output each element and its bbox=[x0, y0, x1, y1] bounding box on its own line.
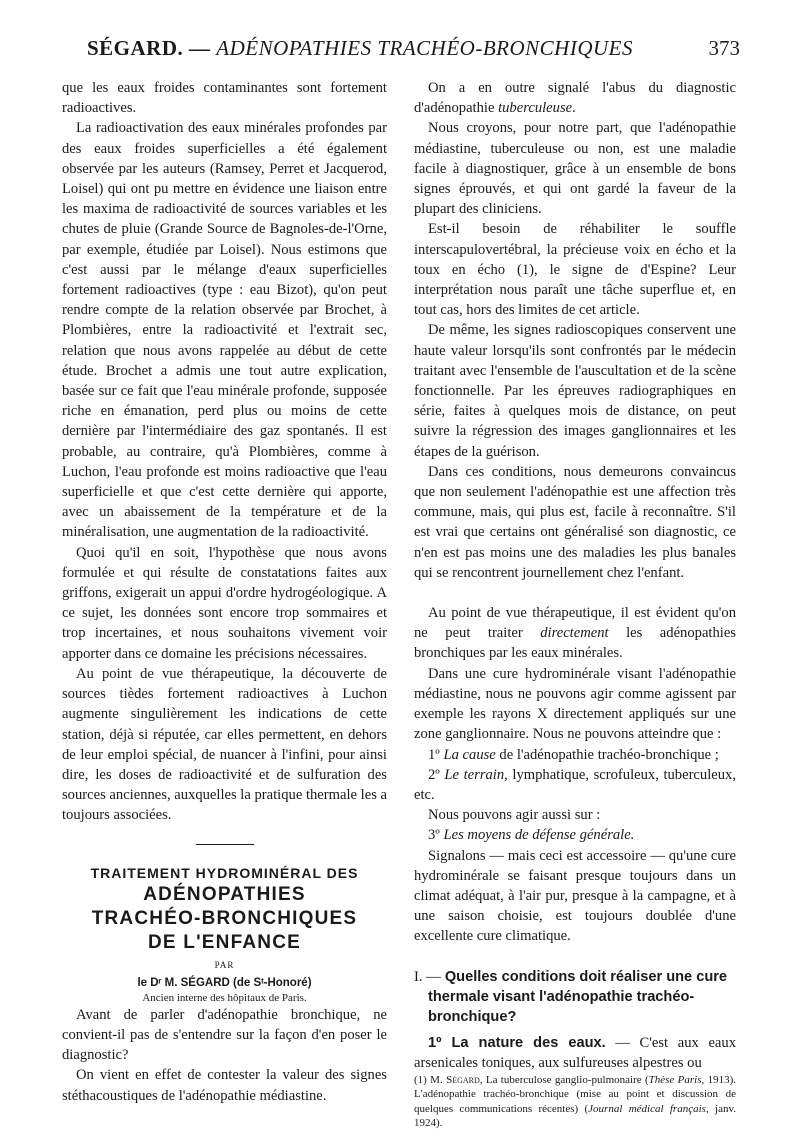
paragraph: La radioactivation des eaux minérales profondes par des eaux froides superficielles a été également observée par les auteurs (Ramsey, Perret et Jacquerod, Loisel) qui ont pu mettre en évidence une liaison entre les maxima de radioactivité de sources variables et les chutes de pluie (Grande Source de Bagnoles-de-l'Orne, par exemple, étudiée par Loisel). Nous estimons que c'est aussi par le mélange d'eaux superficielles fortement radioactives (type : eau Bizot), qu'on peut rendre compte de la relation observée par Brochet, à Plombières, entre la radioactivité et l'extrait sec, relation que nous avons rappelée au début de cette étude. Brochet a admis une tout autre explication, basée sur ce fait que l'eau minérale profonde, supposée riche en émanation, perd plus ou moins de cette dernière par l'intermédiaire des gaz spontanés. Il est probable, au contraire, qu'à Plombières, comme à Luchon, l'eau profonde est moins radioactive que l'eau superficielle et que c'est cette dernière qui apporte, avec un abaissement de la température et de la minéralisation, une augmentation de la radioactivité. bbox=[62, 120, 387, 541]
section-heading: I. — Quelles conditions doit réaliser une cure thermale visant l'adénopathie trachéo-bronchique? bbox=[414, 968, 728, 1025]
paragraph: que les eaux froides contaminantes sont fortement radioactives. bbox=[62, 80, 387, 117]
spacer bbox=[414, 583, 736, 603]
paragraph: On vient en effet de contester la valeur des signes stéthacoustiques de l'adénopathie médiastine. bbox=[62, 1067, 387, 1104]
paragraph: 1º La nature des eaux. — C'est aux eaux arsenicales toniques, aux sulfureuses alpestres ou bbox=[414, 1034, 736, 1071]
footnote: (1) M. Ségard, La tuberculose ganglio-pulmonaire (Thèse Paris, 1913). L'adénopathie trachéo-bronchique (mise au point et discussion de quelques communications récentes) (Journal médical français, janv. 1924). bbox=[414, 1073, 736, 1130]
article-title-line: TRACHÉO-BRONCHIQUES bbox=[91, 907, 358, 929]
paragraph: Nous pouvons agir aussi sur : bbox=[428, 807, 601, 824]
right-column bbox=[414, 78, 736, 1131]
paragraph: Quoi qu'il en soit, l'hypothèse que nous avons formulée et qui résulte de constatations faites aux griffons, exigerait un appui d'ordre hydrogéologique. A ce sujet, les données sont encore trop sommaires et trop incertaines, et nous souhaitons vivement voir apporter dans ce domaine les précisions nécessaires. bbox=[62, 544, 387, 662]
paragraph: On a en outre signalé l'abus du diagnostic d'adénopathie tuberculeuse. bbox=[414, 80, 736, 117]
paragraph: Signalons — mais ceci est accessoire — qu'une cure hydrominérale se faisant presque toujours dans un climat adéquat, à l'air pur, presque à la campagne, et à une saison choisie, est toujours doublée d'une excellente cure climatique. bbox=[414, 847, 736, 945]
paragraph: Dans ces conditions, nous demeurons convaincus que non seulement l'adénopathie est une affection très commune, mais, qui plus est, facile à reconnaître. S'il est vrai que certains ont généralisé son diagnostic, ce n'en est pas moins une des maladies les plus banales qui se rencontrent journellement chez l'enfant. bbox=[414, 463, 736, 581]
article-title-line: TRAITEMENT HYDROMINÉRAL DES bbox=[90, 864, 359, 881]
paragraph: Est-il besoin de réhabiliter le souffle interscapulovertébral, la précieuse voix en écho et la toux en écho (1), le signe de d'Espine? Leur interprétation nous paraît une tâche superflue et, en tout cas, hors des limites de cet article. bbox=[414, 221, 736, 319]
running-header bbox=[60, 36, 740, 70]
article-title-line: DE L'ENFANCE bbox=[148, 931, 301, 953]
section-divider bbox=[196, 844, 254, 845]
header-author: SÉGARD. — bbox=[86, 36, 211, 60]
list-item: 2º Le terrain, lymphatique, scrofuleux, tuberculeux, etc. bbox=[414, 766, 736, 803]
paragraph: Dans une cure hydrominérale visant l'adénopathie médiastine, nous ne pouvons agir comme agissent par exemple les rayons X directement appliqués sur une zone ganglionnaire. Nous ne pouvons atteindre que : bbox=[414, 665, 736, 743]
header-title: ADÉNOPATHIES TRACHÉO-BRONCHIQUES bbox=[216, 36, 633, 60]
par-label: PAR bbox=[214, 959, 235, 970]
paragraph: De même, les signes radioscopiques conservent une haute valeur lorsqu'ils sont confrontés par le médecin traitant avec l'ensemble de l'auscultation et de la scène fonctionnelle. Par les épreuves radiographiques en série, faites à quelques mois de distance, on peut suivre la régression des images ganglionnaires et les étapes de la guérison. bbox=[414, 322, 736, 460]
list-item: 1º La cause de l'adénopathie trachéo-bronchique ; bbox=[428, 746, 719, 763]
author-byline: le Dʳ M. SÉGARD (de Sᵗ-Honoré) bbox=[137, 976, 312, 989]
left-column bbox=[62, 78, 387, 1106]
paragraph: Au point de vue thérapeutique, la découverte de sources tièdes fortement radioactives à Luchon augmente singulièrement les indications de cette station, déjà si réputée, car elles permettent, en dehors de leur emploi spécial, de nuancer à l'infini, pour ainsi dire, les doses de radioactivité et de sulfuration des sources anciennes, auxquelles la pratique thermale les a toujours associées. bbox=[62, 665, 387, 824]
paragraph: Avant de parler d'adénopathie bronchique, ne convient-il pas de s'entendre sur la façon d'en poser le diagnostic? bbox=[62, 1006, 387, 1064]
paragraph: Au point de vue thérapeutique, il est évident qu'on ne peut traiter directement les adénopathies bronchiques par les eaux minérales. bbox=[414, 605, 736, 662]
paragraph: Nous croyons, pour notre part, que l'adénopathie médiastine, tuberculeuse ou non, est une maladie facile à diagnostiquer, grâce à un ensemble de bons signes éprouvés, et qui ont gardé la faveur de la plupart des cliniciens. bbox=[414, 120, 736, 218]
article-title-line: ADÉNOPATHIES bbox=[143, 883, 306, 905]
running-title bbox=[60, 36, 660, 61]
page-number: 373 bbox=[708, 36, 740, 60]
spacer bbox=[414, 947, 736, 967]
list-item: 3º Les moyens de défense générale. bbox=[428, 827, 635, 844]
subsection-heading: 1º La nature des eaux. bbox=[428, 1034, 606, 1051]
author-affiliation: Ancien interne des hôpitaux de Paris. bbox=[142, 991, 307, 1004]
